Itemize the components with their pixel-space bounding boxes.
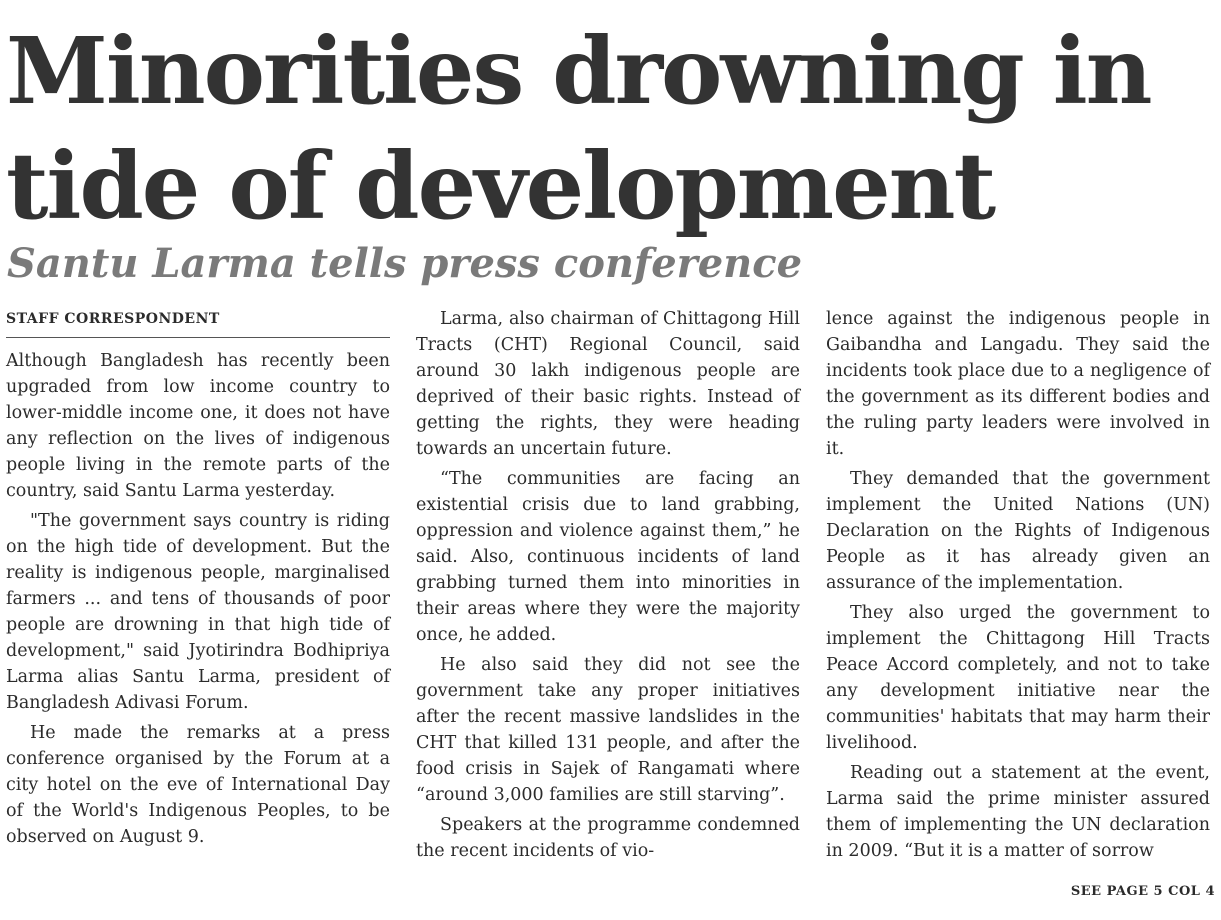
byline: STAFF CORRESPONDENT <box>6 306 390 338</box>
body-paragraph: Larma, also chairman of Chittagong Hill Tracts (CHT) Regional Council, said around 30 lakh indigenous people are deprived of their basic rights. Instead of getting the rights, they were heading towards an uncertain future. <box>416 309 800 459</box>
body-paragraph: “The communities are facing an existential crisis due to land grabbing, oppression and violence against them,” he said. Also, continuous incidents of land grabbing turned them into minorities in their areas where they were the majority once, he added. <box>416 469 800 645</box>
body-paragraph: Although Bangladesh has recently been upgraded from low income country to lower-middle income one, it does not have any reflection on the lives of indigenous people living in the remote parts of the country, said Santu Larma yesterday. <box>6 351 390 501</box>
body-paragraph: lence against the indigenous people in Gaibandha and Langadu. They said the incidents took place due to a negligence of the government as its different bodies and the ruling party leaders were involved in it. <box>826 309 1210 459</box>
article-column-3 <box>826 306 1210 868</box>
body-paragraph: "The government says country is riding on the high tide of development. But the reality is indigenous people, marginalised farmers ... and tens of thousands of poor people are drowning in that high tide of development," said Jyotirindra Bodhipriya Larma alias Santu Larma, president of Bangladesh Adivasi Forum. <box>6 511 390 713</box>
headline: Minorities drowning in tide of development <box>6 17 1151 240</box>
continuation-jump-line: SEE PAGE 5 COL 4 <box>1070 884 1215 899</box>
deck-subheadline: Santu Larma tells press conference <box>7 240 803 287</box>
body-paragraph: They demanded that the government implement the United Nations (UN) Declaration on the Rights of Indigenous People as it has already given an assurance of the implementation. <box>826 469 1210 593</box>
body-paragraph: They also urged the government to implement the Chittagong Hill Tracts Peace Accord completely, and not to take any development initiative near the communities' habitats that may harm their livelihood. <box>826 603 1210 753</box>
article-column-2 <box>416 306 800 868</box>
body-paragraph: Reading out a statement at the event, Larma said the prime minister assured them of implementing the UN declaration in 2009. “But it is a matter of sorrow <box>826 763 1210 861</box>
body-paragraph: Speakers at the programme condemned the recent incidents of vio- <box>416 815 800 861</box>
body-paragraph: He made the remarks at a press conference organised by the Forum at a city hotel on the eve of International Day of the World's Indigenous Peoples, to be observed on August 9. <box>6 723 390 847</box>
body-paragraph: He also said they did not see the government take any proper initiatives after the recent massive landslides in the CHT that killed 131 people, and after the food crisis in Sajek of Rangamati where “around 3,000 families are still starving”. <box>416 655 800 805</box>
article-column-1 <box>6 306 390 854</box>
